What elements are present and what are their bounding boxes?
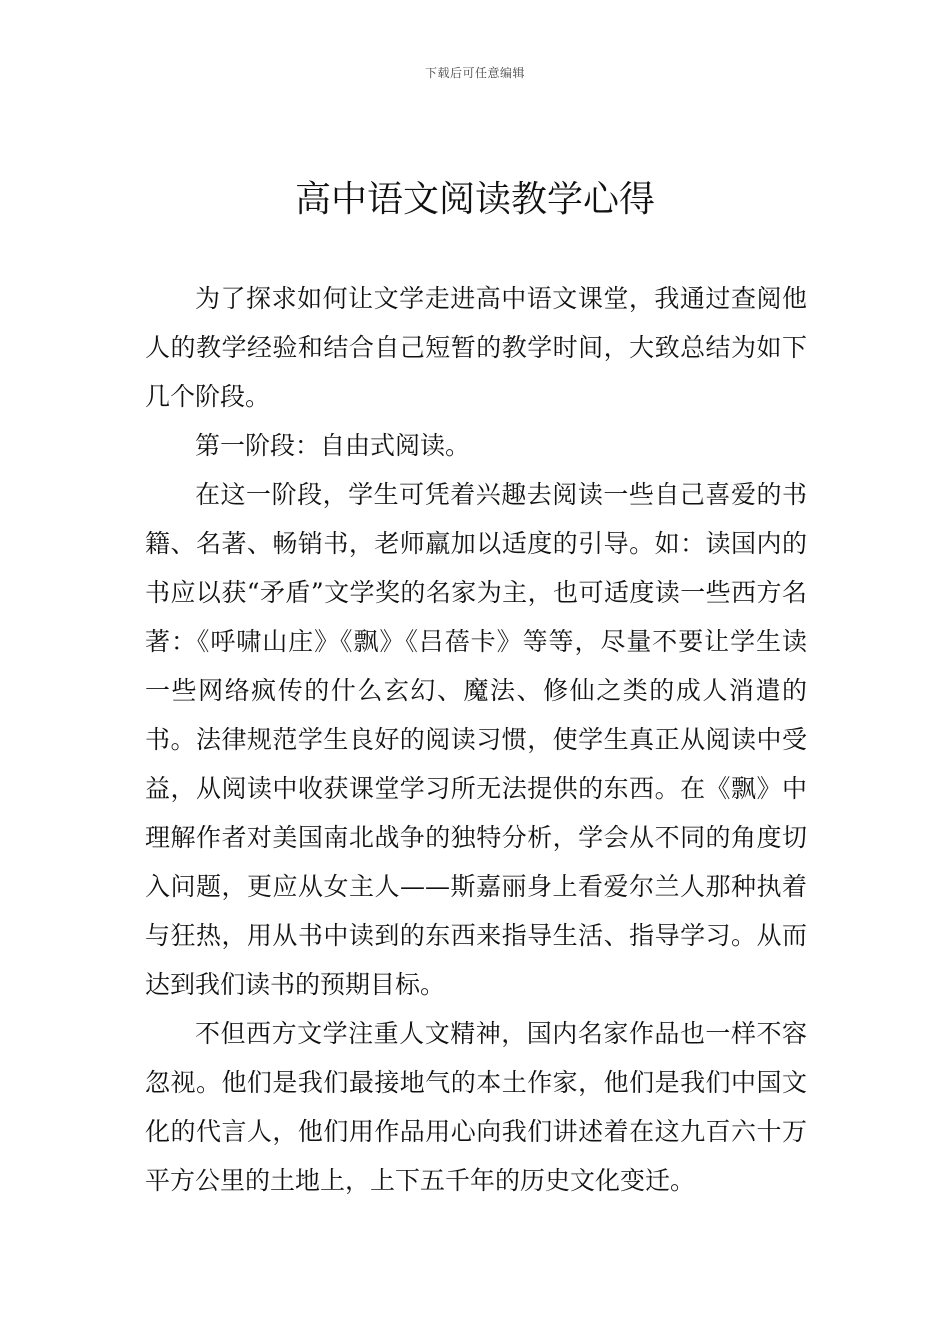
paragraph-stage-one-detail: 在这一阶段，学生可凭着兴趣去阅读一些自己喜爱的书籍、名著、畅销书，老师羸加以适度的引导。如：读国内的书应以获“矛盾”文学奖的名家为主，也可适度读一些西方名著：《呼啸山庄》《飘》《吕蓓卡》等等，尽量不要让学生读一些网络疯传的什么玄幻、魔法、修仙之类的成人消遣的书。法律规范学生良好的阅读习惯，使学生真正从阅读中受益，从阅读中收获课堂学习所无法提供的东西。在《飘》中理解作者对美国南北战争的独特分析，学会从不同的角度切入问题，更应从女主人——斯嘉丽身上看爱尔兰人那种执着与狂热，用从书中读到的东西来指导生活、指导学习。从而达到我们读书的预期目标。 bbox=[145, 480, 807, 999]
document-body bbox=[145, 274, 807, 1205]
paragraph-stage-one-heading: 第一阶段：自由式阅读。 bbox=[195, 431, 471, 460]
page-header-note: 下载后可任意编辑 bbox=[424, 66, 525, 80]
paragraph-intro: 为了探求如何让文学走进高中语文课堂，我通过查阅他人的教学经验和结合自己短暂的教学时间，大致总结为如下几个阶段。 bbox=[145, 284, 807, 411]
paragraph-domestic-literature: 不但西方文学注重人文精神，国内名家作品也一样不容忽视。他们是我们最接地气的本土作家，他们是我们中国文化的代言人，他们用作品用心向我们讲述着在这九百六十万平方公里的土地上，上下五千年的历史文化变迁。 bbox=[145, 1019, 807, 1195]
document-title: 高中语文阅读教学心得 bbox=[294, 179, 655, 220]
